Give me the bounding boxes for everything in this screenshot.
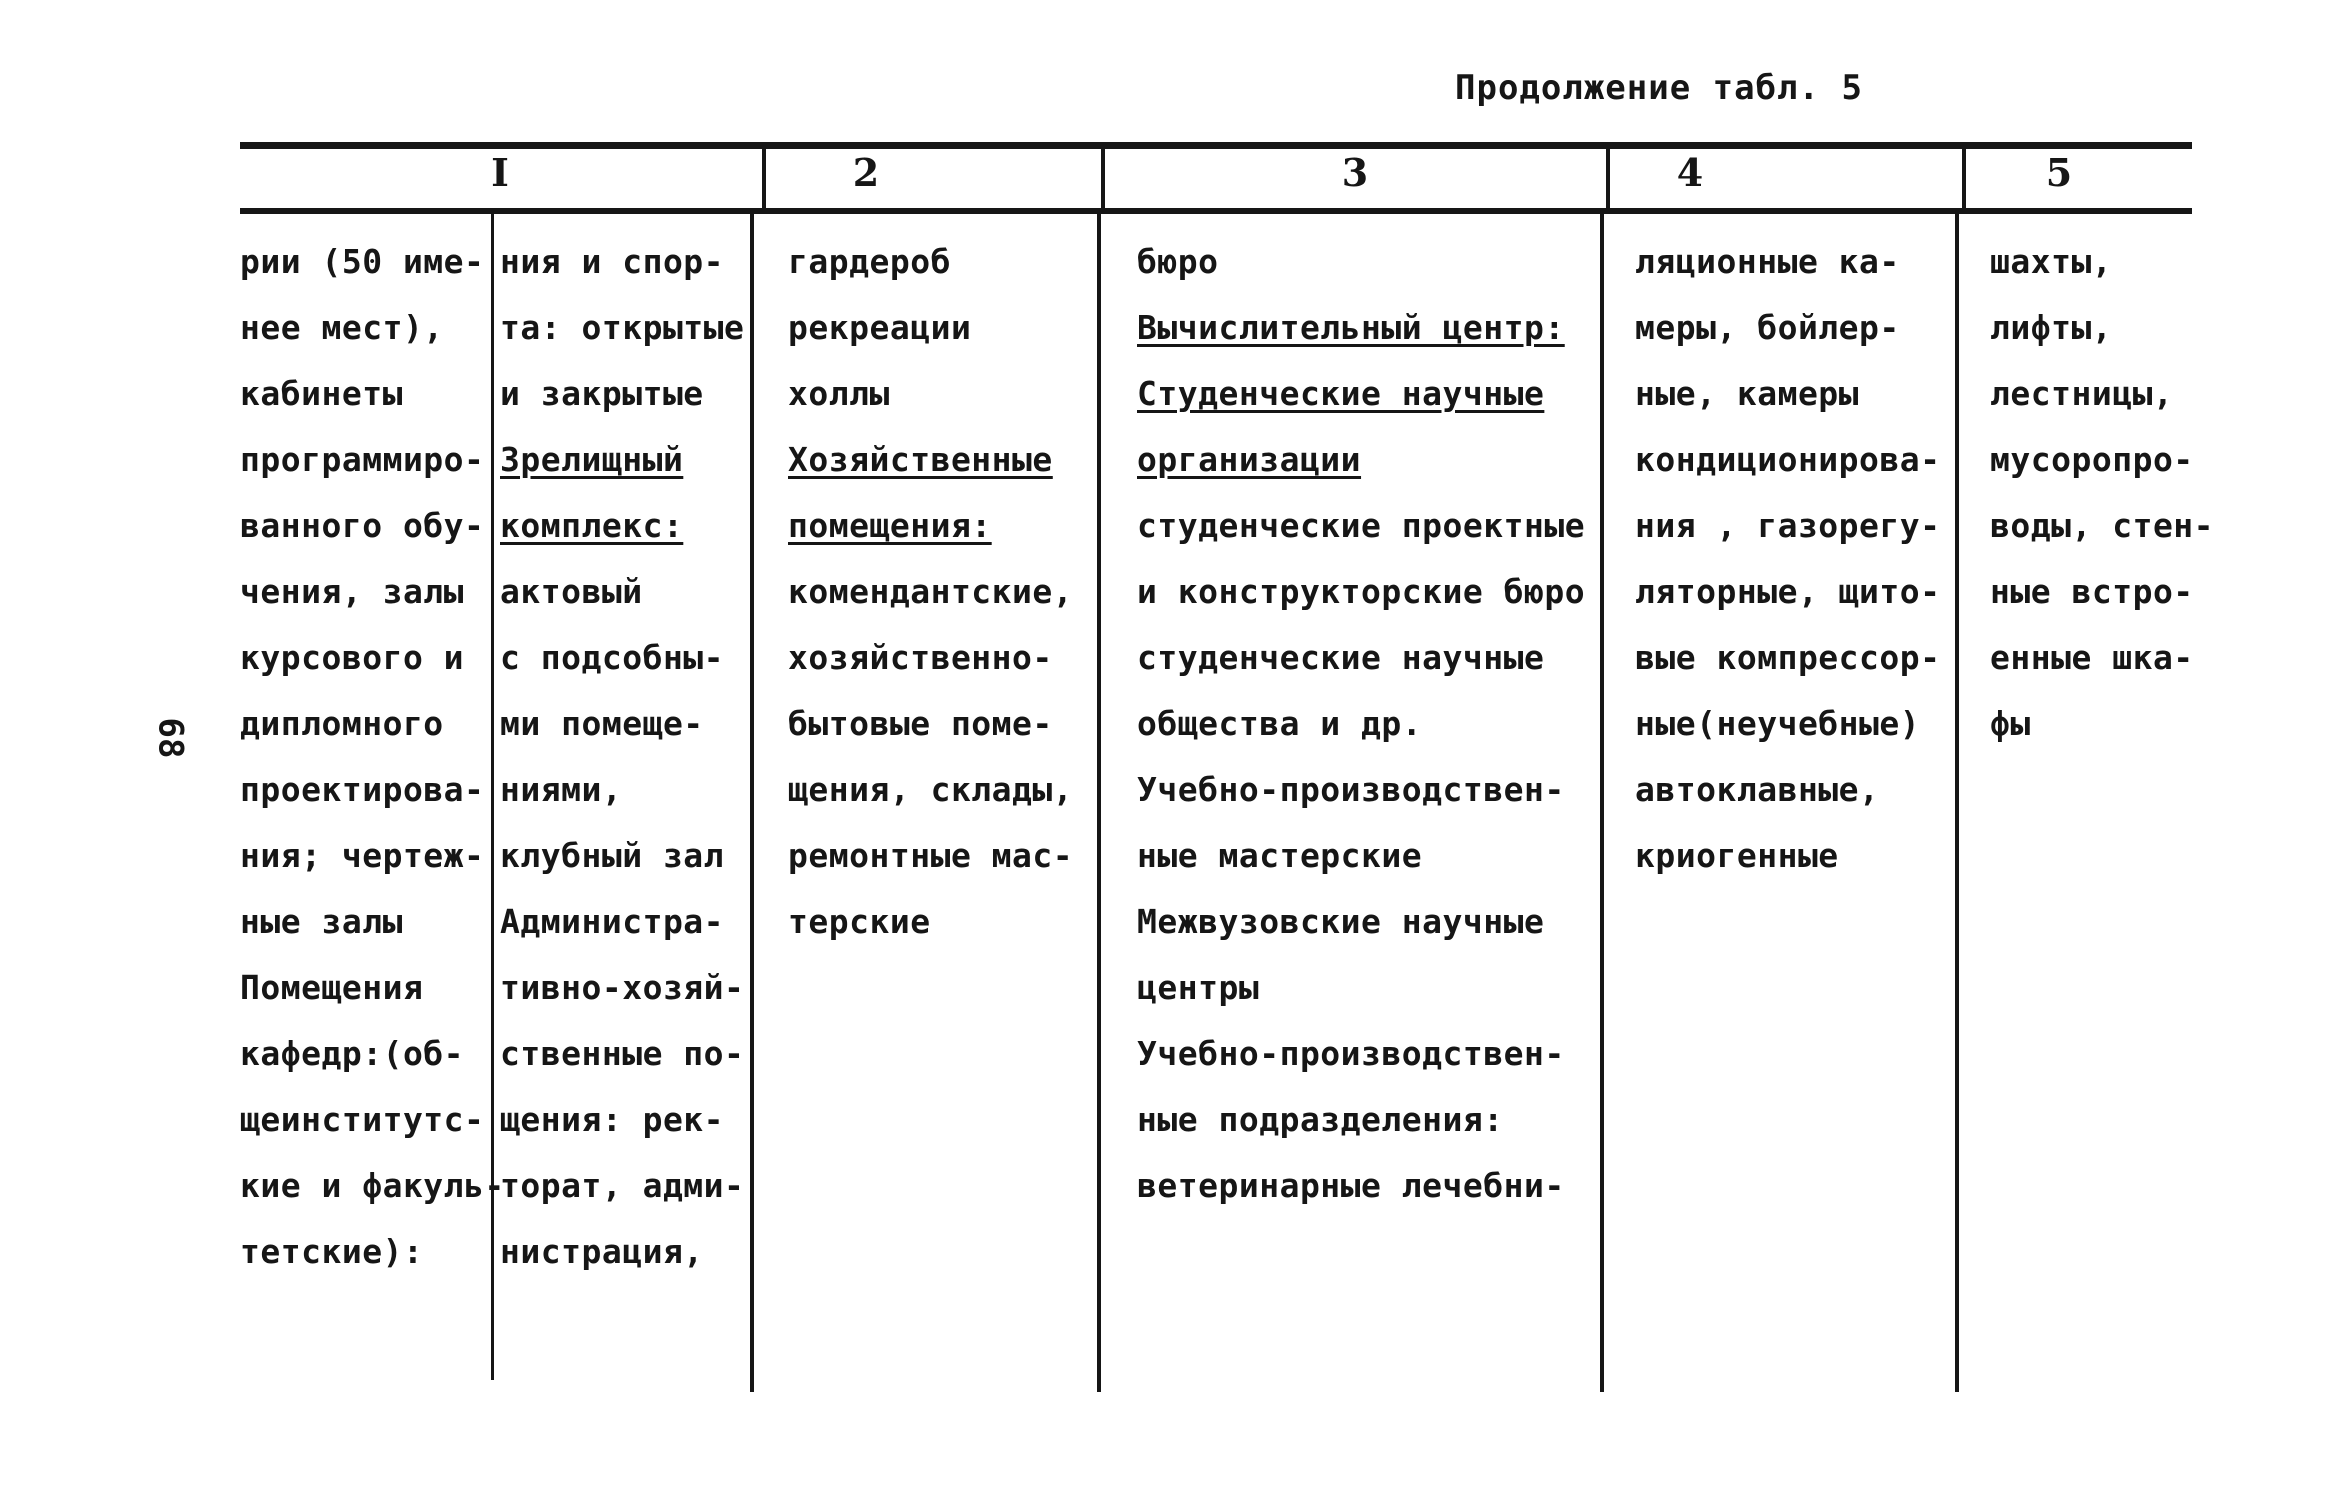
cell-line: ные, камеры bbox=[1635, 374, 1860, 413]
cell-line: енные шка- bbox=[1990, 638, 2194, 677]
cell-line: тивно-хозяй- bbox=[500, 968, 745, 1007]
cell-line: ные встро- bbox=[1990, 572, 2194, 611]
cell-line bbox=[1137, 306, 1585, 372]
cell-line: студенческие научные bbox=[1137, 638, 1545, 677]
cell-line: клубный зал bbox=[500, 836, 725, 875]
cell-line: бытовые поме- bbox=[788, 704, 1053, 743]
header-col-1: I bbox=[491, 150, 509, 195]
cell-line: ляционные ка- bbox=[1635, 242, 1900, 281]
section-heading: комплекс: bbox=[500, 506, 684, 545]
cell-line: автоклавные, bbox=[1635, 770, 1880, 809]
header-bottom-rule bbox=[240, 208, 2192, 214]
cell-line: холлы bbox=[788, 374, 890, 413]
cell-line: дипломного bbox=[240, 704, 444, 743]
cell-line: Помещения bbox=[240, 968, 424, 1007]
cell-line bbox=[1137, 372, 1585, 438]
cell-line: Учебно-производствен- bbox=[1137, 1034, 1565, 1073]
cell-line: чения, залы bbox=[240, 572, 465, 611]
cell-line bbox=[1137, 438, 1585, 504]
cell-line: мусоропро- bbox=[1990, 440, 2194, 479]
cell-line: студенческие проектные bbox=[1137, 506, 1586, 545]
cell-line: фы bbox=[1990, 704, 2031, 743]
header-col-2: 2 bbox=[852, 150, 880, 195]
cell-line: нее мест), bbox=[240, 308, 444, 347]
cell-line: ниями, bbox=[500, 770, 623, 809]
cell-line: хозяйственно- bbox=[788, 638, 1053, 677]
column-2 bbox=[788, 240, 1073, 966]
cell-line: воды, стен- bbox=[1990, 506, 2215, 545]
cell-line: программиро- bbox=[240, 440, 485, 479]
cell-line: ные мастерские bbox=[1137, 836, 1423, 875]
cell-line: Администра- bbox=[500, 902, 725, 941]
cell-line: ванного обу- bbox=[240, 506, 485, 545]
cell-line: ные залы bbox=[240, 902, 403, 941]
cell-line: терские bbox=[788, 902, 931, 941]
section-heading: организации bbox=[1137, 440, 1362, 479]
section-heading: Зрелищный bbox=[500, 440, 684, 479]
page-number: 68 bbox=[150, 717, 191, 759]
cell-line: центры bbox=[1137, 968, 1260, 1007]
section-heading: помещения: bbox=[788, 506, 992, 545]
cell-line: ми помеще- bbox=[500, 704, 704, 743]
section-heading: Вычислительный центр: bbox=[1137, 308, 1565, 347]
cell-line: ляторные, щито- bbox=[1635, 572, 1941, 611]
cell-line: ственные по- bbox=[500, 1034, 745, 1073]
column-1a bbox=[240, 240, 505, 1296]
cell-line: бюро bbox=[1137, 242, 1219, 281]
cell-line: лифты, bbox=[1990, 308, 2113, 347]
cell-line: меры, бойлер- bbox=[1635, 308, 1900, 347]
cell-line: Учебно-производствен- bbox=[1137, 770, 1565, 809]
cell-line: ния , газорегу- bbox=[1635, 506, 1941, 545]
section-heading: Студенческие научные bbox=[1137, 374, 1545, 413]
cell-line: шахты, bbox=[1990, 242, 2113, 281]
cell-line: рекреации bbox=[788, 308, 972, 347]
cell-line: актовый bbox=[500, 572, 643, 611]
cell-line: ветеринарные лечебни- bbox=[1137, 1166, 1565, 1205]
cell-line: курсового и bbox=[240, 638, 465, 677]
cell-line: Межвузовские научные bbox=[1137, 902, 1545, 941]
body-separator-2 bbox=[1097, 212, 1101, 1392]
cell-line: та: открытые bbox=[500, 308, 745, 347]
cell-line: щения, склады, bbox=[788, 770, 1074, 809]
column-3 bbox=[1137, 240, 1585, 1230]
cell-line bbox=[788, 438, 1073, 504]
cell-line bbox=[500, 438, 744, 504]
cell-line: и закрытые bbox=[500, 374, 704, 413]
column-1b bbox=[500, 240, 744, 1296]
table-caption: Продолжение табл. 5 bbox=[1455, 68, 1863, 108]
cell-line: кие и факуль- bbox=[240, 1166, 505, 1205]
body-separator-3 bbox=[1600, 212, 1604, 1392]
body-separator-4 bbox=[1955, 212, 1959, 1392]
table-top-rule bbox=[240, 142, 2192, 149]
cell-line: торат, адми- bbox=[500, 1166, 745, 1205]
cell-line: лестницы, bbox=[1990, 374, 2174, 413]
cell-line bbox=[500, 504, 744, 570]
cell-line: ремонтные мас- bbox=[788, 836, 1074, 875]
cell-line: криогенные bbox=[1635, 836, 1839, 875]
cell-line: нистрация, bbox=[500, 1232, 704, 1271]
cell-line bbox=[788, 504, 1073, 570]
cell-line: кабинеты bbox=[240, 374, 403, 413]
cell-line: ные(неучебные) bbox=[1635, 704, 1921, 743]
cell-line: ные подразделения: bbox=[1137, 1100, 1504, 1139]
cell-line: общества и др. bbox=[1137, 704, 1423, 743]
cell-line: комендантские, bbox=[788, 572, 1074, 611]
header-col-3: 3 bbox=[1341, 150, 1369, 195]
cell-line: с подсобны- bbox=[500, 638, 725, 677]
cell-line: кафедр:(об- bbox=[240, 1034, 465, 1073]
header-col-5: 5 bbox=[2045, 150, 2073, 195]
header-col-4: 4 bbox=[1676, 150, 1704, 195]
body-separator-1 bbox=[750, 212, 754, 1392]
cell-line: тетские): bbox=[240, 1232, 424, 1271]
cell-line: ния и спор- bbox=[500, 242, 725, 281]
column-4 bbox=[1635, 240, 1941, 900]
cell-line: ния; чертеж- bbox=[240, 836, 485, 875]
cell-line: рии (50 име- bbox=[240, 242, 485, 281]
cell-line: щеинститутс- bbox=[240, 1100, 485, 1139]
cell-line: проектирова- bbox=[240, 770, 485, 809]
cell-line: кондиционирова- bbox=[1635, 440, 1941, 479]
cell-line: вые компрессор- bbox=[1635, 638, 1941, 677]
cell-line: и конструкторские бюро bbox=[1137, 572, 1586, 611]
column-5 bbox=[1990, 240, 2214, 768]
section-heading: Хозяйственные bbox=[788, 440, 1053, 479]
cell-line: гардероб bbox=[788, 242, 951, 281]
cell-line: щения: рек- bbox=[500, 1100, 725, 1139]
